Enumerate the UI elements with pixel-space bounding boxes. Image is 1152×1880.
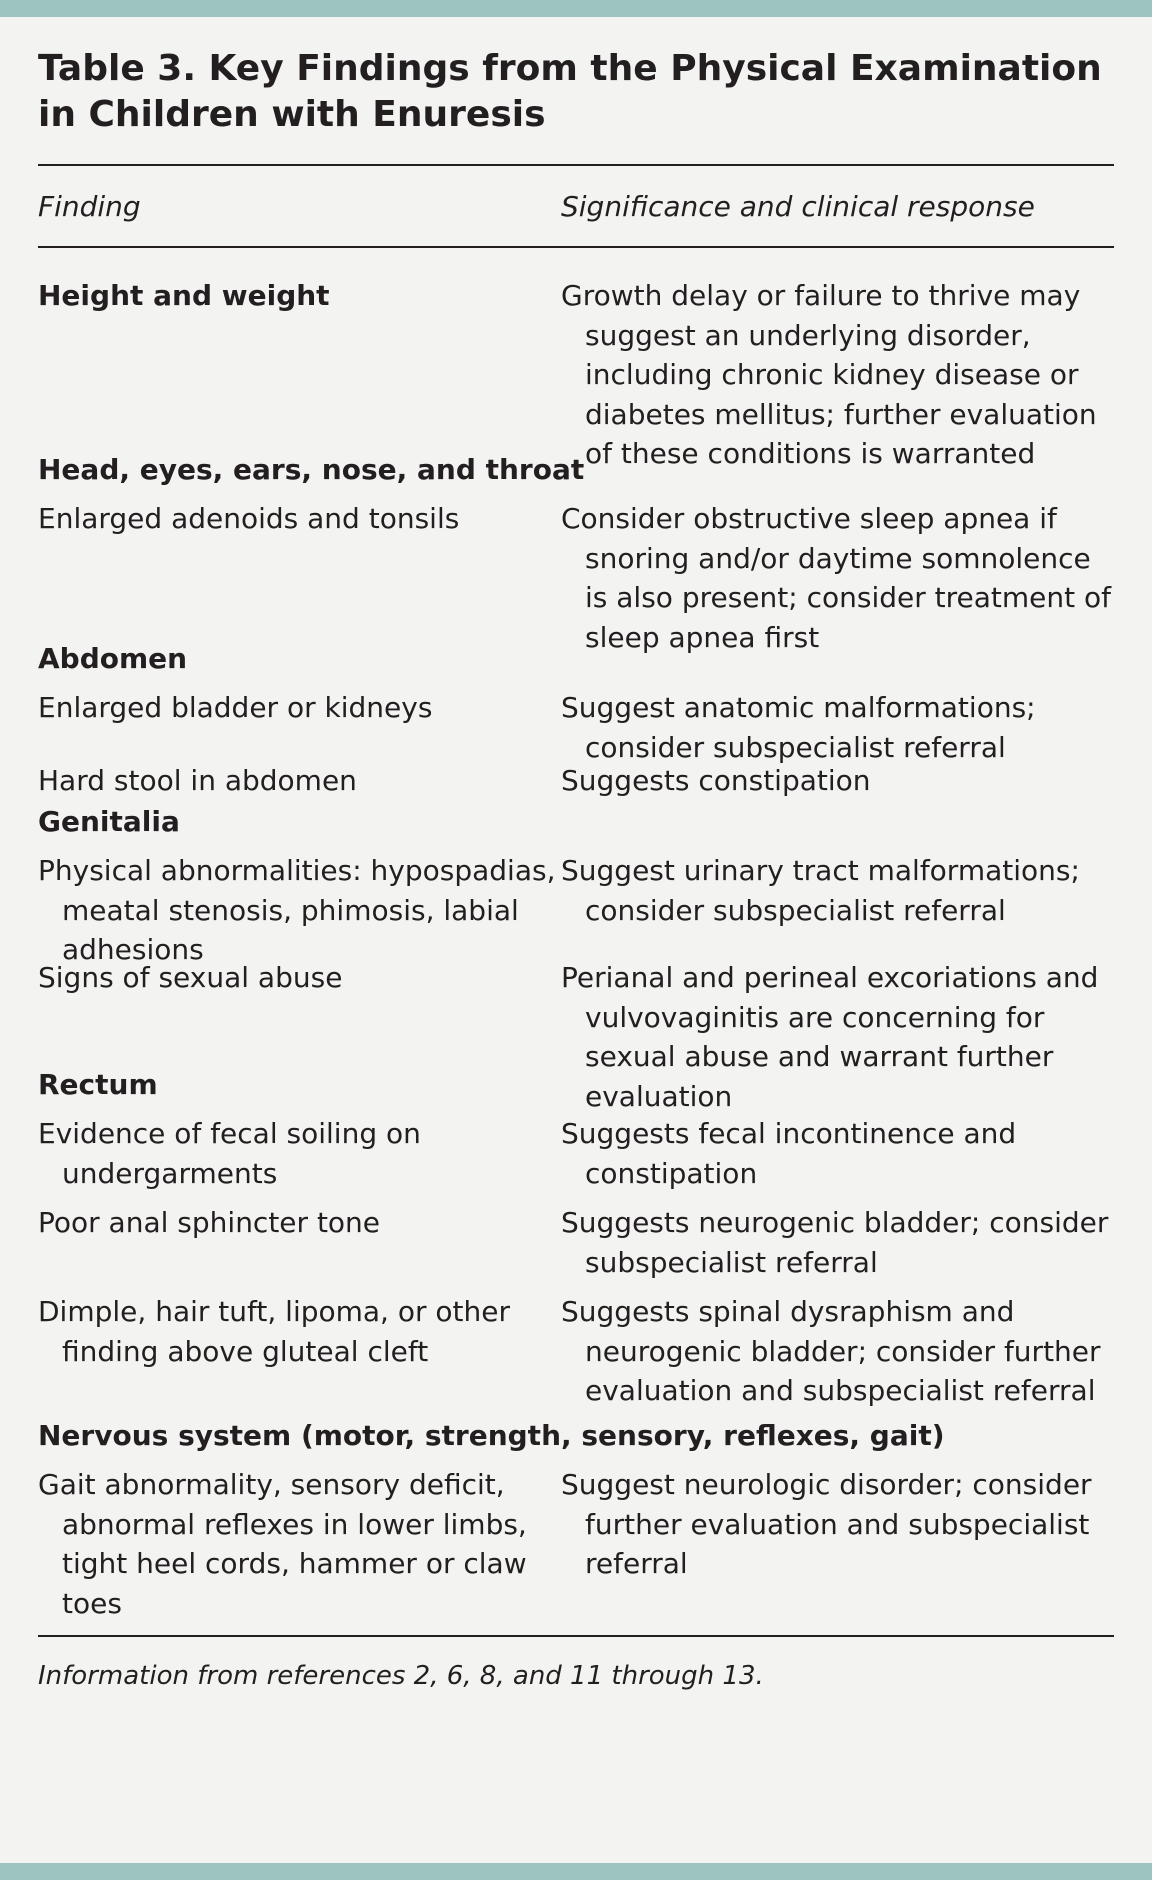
top-accent-bar <box>0 0 1152 17</box>
finding-cell: Physical abnormalities: hypospadias, meatal stenosis, phimosis, labial adhesions <box>38 854 556 967</box>
finding-cell: Poor anal sphincter tone <box>38 1206 381 1239</box>
table-row <box>38 761 1114 802</box>
significance-cell: Suggests neurogenic bladder; consider subspecialist referral <box>561 1206 1109 1279</box>
significance-cell: Suggest anatomic malformations; consider subspecialist referral <box>561 691 1036 764</box>
footer-rule <box>38 1635 1114 1637</box>
finding-cell: Signs of sexual abuse <box>38 961 343 994</box>
table-row <box>38 1114 1114 1203</box>
section-heading-nervous-system: Nervous system (motor, strength, sensory, reflexes, gait) <box>38 1419 945 1452</box>
finding-cell: Gait abnormality, sensory deficit, abnormal reflexes in lower limbs, tight heel cords, hammer or claw toes <box>38 1468 527 1620</box>
significance-cell: Suggest neurologic disorder; consider further evaluation and subspecialist referral <box>561 1468 1092 1581</box>
column-headers <box>38 166 1114 246</box>
table-container <box>38 46 1114 1691</box>
finding-cell: Evidence of fecal soiling on undergarments <box>38 1117 421 1190</box>
finding-cell: Hard stool in abdomen <box>38 764 357 797</box>
table-row <box>38 851 1114 967</box>
table-row <box>38 499 1114 654</box>
table-row <box>38 688 1114 764</box>
section-heading-genitalia: Genitalia <box>38 805 180 838</box>
bottom-accent-bar <box>0 1863 1152 1880</box>
section-heading-heent: Head, eyes, ears, nose, and throat <box>38 453 585 486</box>
finding-cell: Enlarged adenoids and tonsils <box>38 502 460 535</box>
finding-cell: Enlarged bladder or kidneys <box>38 691 433 724</box>
significance-cell: Suggest urinary tract malformations; consider subspecialist referral <box>561 854 1080 927</box>
finding-cell: Height and weight <box>38 279 330 312</box>
significance-cell: Growth delay or failure to thrive may suggest an underlying disorder, including chronic kidney disease or diabetes mellitus; further evaluation of these conditions is warranted <box>561 279 1097 471</box>
table-title: Table 3. Key Findings from the Physical Examination in Children with Enuresis <box>38 48 1102 135</box>
table-row <box>38 1203 1114 1292</box>
table-row <box>38 1465 1114 1635</box>
significance-cell: Suggests spinal dysraphism and neurogenic bladder; consider further evaluation and subspecialist referral <box>561 1295 1101 1408</box>
significance-cell: Consider obstructive sleep apnea if snoring and/or daytime somnolence is also present; consider treatment of sleep apnea first <box>561 502 1111 654</box>
header-significance: Significance and clinical response <box>561 189 1035 223</box>
significance-cell: Suggests fecal incontinence and constipation <box>561 1117 1017 1190</box>
significance-cell: Suggests constipation <box>561 764 871 797</box>
table-row <box>38 1292 1114 1416</box>
table-body <box>38 248 1114 1635</box>
footnote: Information from references 2, 6, 8, and 11 through 13. <box>38 1661 764 1691</box>
header-finding: Finding <box>38 189 141 223</box>
section-heading-rectum: Rectum <box>38 1068 158 1101</box>
significance-cell: Perianal and perineal excoriations and vulvovaginitis are concerning for sexual abuse and warrant further evaluation <box>561 961 1099 1113</box>
section-heading-abdomen: Abdomen <box>38 642 188 675</box>
finding-cell: Dimple, hair tuft, lipoma, or other finding above gluteal cleft <box>38 1295 510 1368</box>
